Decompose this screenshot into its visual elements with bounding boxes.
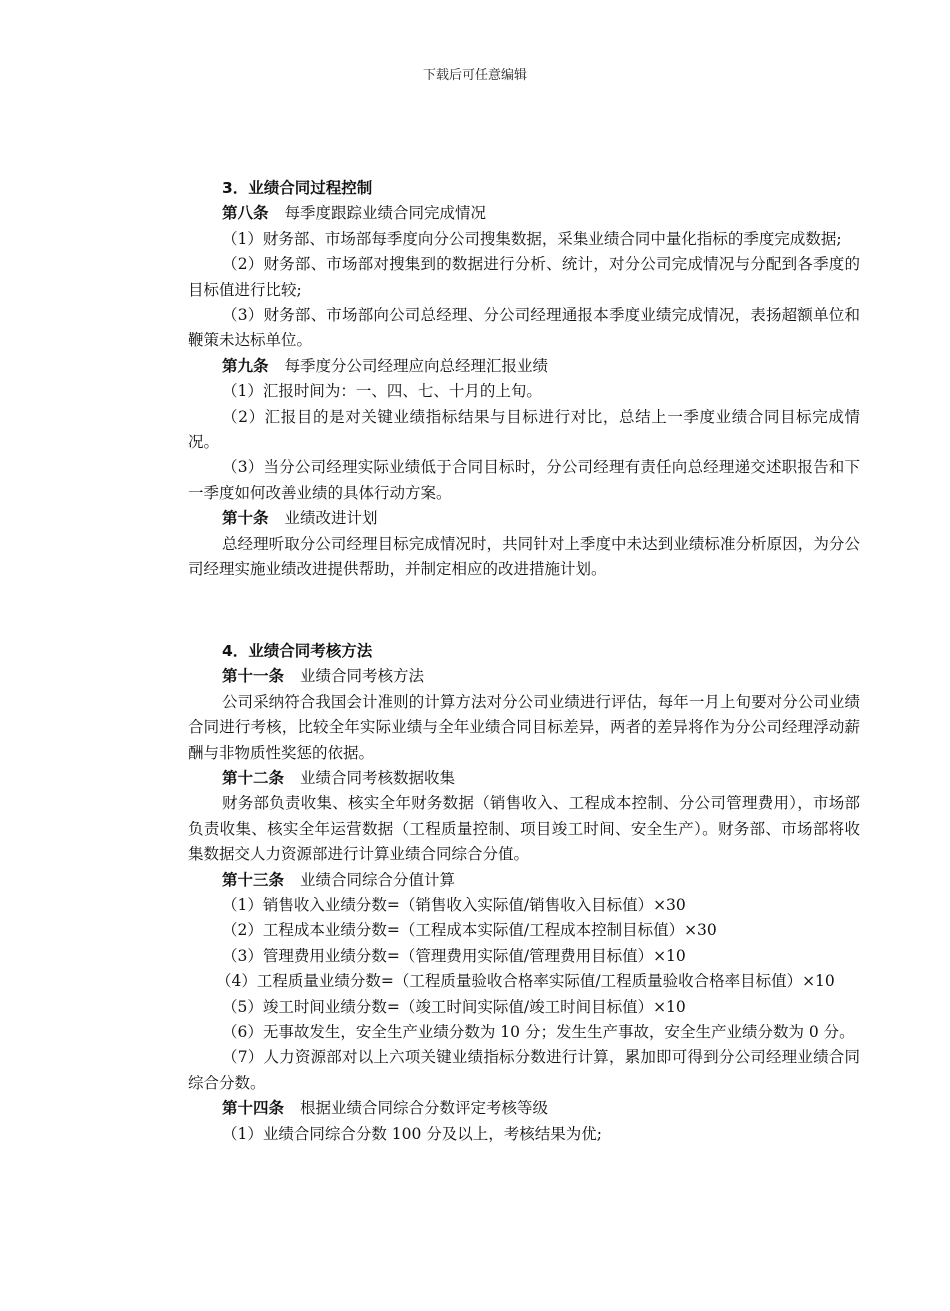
page-header: 下载后可任意编辑 — [422, 68, 527, 83]
article-title: 每季度分公司经理应向总经理汇报业绩 — [284, 356, 549, 375]
article-title: 根据业绩合同综合分数评定考核等级 — [300, 1099, 549, 1118]
paragraph: 财务部负责收集、核实全年财务数据（销售收入、工程成本控制、分公司管理费用），市场部负责收集、核实全年运营数据（工程质量控制、项目竣工时间、安全生产）。财务部、市场部将收集数据交人力资源部进行计算业绩合同综合分值。 — [188, 794, 860, 864]
paragraph: （3）管理费用业绩分数=（管理费用实际值/管理费用目标值）×10 — [222, 946, 686, 965]
article-title: 业绩合同考核数据收集 — [300, 768, 456, 787]
paragraph: （1）销售收入业绩分数=（销售收入实际值/销售收入目标值）×30 — [222, 895, 686, 914]
article-number: 第十四条 — [222, 1099, 285, 1118]
paragraph: （1）业绩合同综合分数 100 分及以上，考核结果为优; — [222, 1124, 603, 1143]
paragraph: （7）人力资源部对以上六项关键业绩指标分数进行计算，累加即可得到分公司经理业绩合同综合分数。 — [188, 1048, 860, 1092]
paragraph: （2）汇报目的是对关键业绩指标结果与目标进行对比，总结上一季度业绩合同目标完成情况。 — [188, 407, 860, 452]
paragraph: （1）财务部、市场部每季度向分公司搜集数据，采集业绩合同中量化指标的季度完成数据; — [222, 229, 842, 248]
article-number: 第八条 — [222, 204, 269, 223]
article-number: 第十三条 — [222, 870, 285, 889]
paragraph: 公司采纳符合我国会计准则的计算方法对分公司业绩进行评估，每年一月上旬要对分公司业绩合同进行考核，比较全年实际业绩与全年业绩合同目标差异，两者的差异将作为分公司经理浮动薪酬与非物质性奖惩的依据。 — [188, 692, 860, 762]
article-number: 第十一条 — [222, 667, 285, 686]
paragraph: （3）财务部、市场部向公司总经理、分公司经理通报本季度业绩完成情况，表扬超额单位和鞭策未达标单位。 — [188, 306, 860, 350]
article-heading — [188, 766, 860, 791]
article-heading — [188, 506, 860, 531]
paragraph: （2）财务部、市场部对搜集到的数据进行分析、统计，对分公司完成情况与分配到各季度的目标值进行比较; — [188, 255, 860, 299]
document-body — [188, 176, 860, 1147]
article-heading — [188, 354, 860, 379]
paragraph: （5）竣工时间业绩分数=（竣工时间实际值/竣工时间目标值）×10 — [222, 997, 686, 1016]
section-heading: 4．业绩合同考核方法 — [222, 641, 373, 660]
article-number: 第九条 — [222, 356, 269, 375]
paragraph: （3）当分公司经理实际业绩低于合同目标时，分公司经理有责任向总经理递交述职报告和下一季度如何改善业绩的具体行动方案。 — [188, 458, 860, 502]
paragraph: （1）汇报时间为：一、四、七、十月的上旬。 — [222, 382, 542, 401]
article-heading — [188, 664, 860, 689]
paragraph: （2）工程成本业绩分数=（工程成本实际值/工程成本控制目标值）×30 — [222, 921, 717, 940]
article-heading — [188, 868, 860, 893]
article-title: 业绩合同考核方法 — [300, 667, 425, 686]
article-heading — [188, 201, 860, 226]
blank-line — [188, 598, 860, 623]
article-number: 第十二条 — [222, 768, 285, 787]
article-title: 业绩改进计划 — [284, 509, 378, 528]
paragraph: 总经理听取分公司经理目标完成情况时，共同针对上季度中未达到业绩标准分析原因，为分公司经理实施业绩改进提供帮助，并制定相应的改进措施计划。 — [188, 534, 860, 579]
article-title: 业绩合同综合分值计算 — [300, 870, 456, 889]
article-number: 第十条 — [222, 509, 269, 528]
paragraph: （4）工程质量业绩分数=（工程质量验收合格率实际值/工程质量验收合格率目标值）×10 — [216, 972, 835, 991]
section-heading: 3．业绩合同过程控制 — [222, 179, 373, 197]
paragraph: （6）无事故发生，安全生产业绩分数为 10 分；发生生产事故，安全生产业绩分数为 0 分。 — [222, 1022, 855, 1041]
article-heading — [188, 1096, 860, 1121]
article-title: 每季度跟踪业绩合同完成情况 — [284, 204, 487, 223]
